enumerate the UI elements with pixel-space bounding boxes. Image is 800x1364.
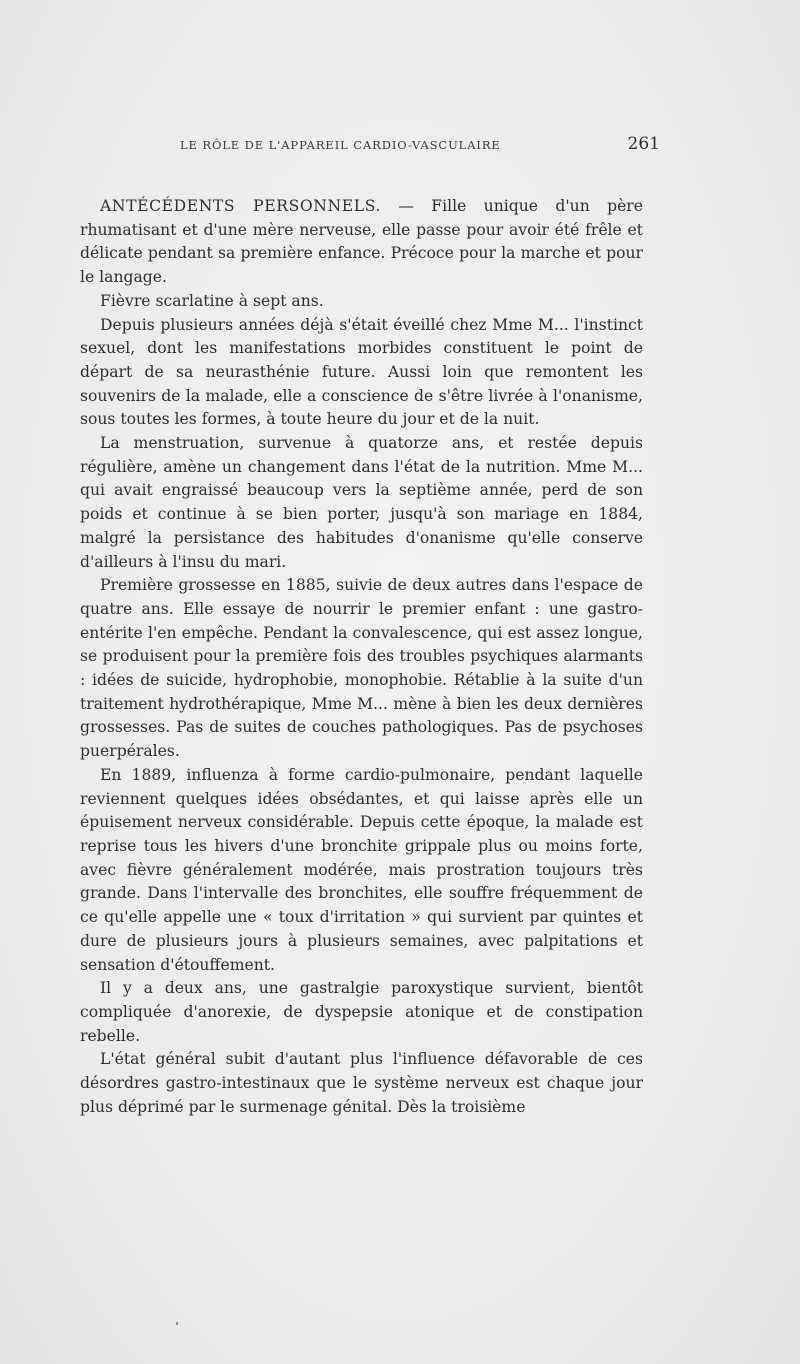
paragraph-text: — Fille unique d'un père rhumatisant et d'une mère nerveuse, elle passe pour avoir été frêle et délicate pendant sa première enfance. Précoce pour la marche et pour le langage. xyxy=(80,197,643,287)
page-header xyxy=(180,134,660,156)
paragraph xyxy=(80,314,643,433)
print-speck xyxy=(176,1322,178,1325)
paragraph-text: Depuis plusieurs années déjà s'était éveillé chez Mme M... l'instinct sexuel, dont les manifestations morbides constituent le point de départ de sa neurasthénie future. Aussi loin que remontent les souvenirs de la malade, elle a conscience de s'être livrée à l'onanisme, sous toutes les formes, à toute heure du jour et de la nuit. xyxy=(80,315,643,429)
paragraph xyxy=(80,977,643,1048)
paragraph-text: L'état général subit d'autant plus l'influence défavorable de ces désordres gastro-intestinaux que le système nerveux est chaque jour plus déprimé par le surmenage génital. Dès la troisième xyxy=(80,1050,643,1116)
paragraph-text: La menstruation, survenue à quatorze ans, et restée depuis régulière, amène un changement dans l'état de la nutrition. Mme M... qui avait engraissé beaucoup vers la septième année, perd de son poids et continue à se bien porter, jusqu'à son mariage en 1884, malgré la persistance des habitudes d'onanisme qu'elle conserve d'ailleurs à l'insu du mari. xyxy=(80,434,643,571)
paragraph xyxy=(80,290,643,314)
paragraph-text: Fièvre scarlatine à sept ans. xyxy=(100,291,324,310)
body-text xyxy=(80,195,643,1119)
running-title: LE RÔLE DE L'APPAREIL CARDIO-VASCULAIRE xyxy=(180,138,501,152)
paragraph xyxy=(80,195,643,290)
paragraph xyxy=(80,1048,643,1119)
paragraph-text: En 1889, influenza à forme cardio-pulmonaire, pendant laquelle reviennent quelques idées obsédantes, et qui laisse après elle un épuisement nerveux considérable. Depuis cette époque, la malade est reprise tous les hivers d'une bronchite grippale plus ou moins forte, avec fièvre généralement modérée, mais prostration toujours très grande. Dans l'intervalle des bronchites, elle souffre fréquemment de ce qu'elle appelle une « toux d'irritation » qui survient par quintes et dure de plusieurs jours à plusieurs semaines, avec palpitations et sensation d'étouffement. xyxy=(80,765,643,974)
page-number: 261 xyxy=(627,134,660,154)
paragraph xyxy=(80,432,643,574)
paragraph-text: Première grossesse en 1885, suivie de deux autres dans l'espace de quatre ans. Elle essaye de nourrir le premier enfant : une gastro-entérite l'en empêche. Pendant la convalescence, qui est assez longue, se produisent pour la première fois des troubles psychiques alarmants : idées de suicide, hydrophobie, monophobie. Rétablie à la suite d'un traitement hydrothérapique, Mme M... mène à bien les deux dernières grossesses. Pas de suites de couches pathologiques. Pas de psychoses puerpérales. xyxy=(80,576,643,761)
paragraph-text: Il y a deux ans, une gastralgie paroxystique survient, bientôt compliquée d'anorexie, de dyspepsie atonique et de constipation rebelle. xyxy=(80,979,643,1045)
section-heading: ANTÉCÉDENTS PERSONNELS. xyxy=(100,197,381,215)
paragraph xyxy=(80,574,643,764)
paragraph xyxy=(80,764,643,977)
